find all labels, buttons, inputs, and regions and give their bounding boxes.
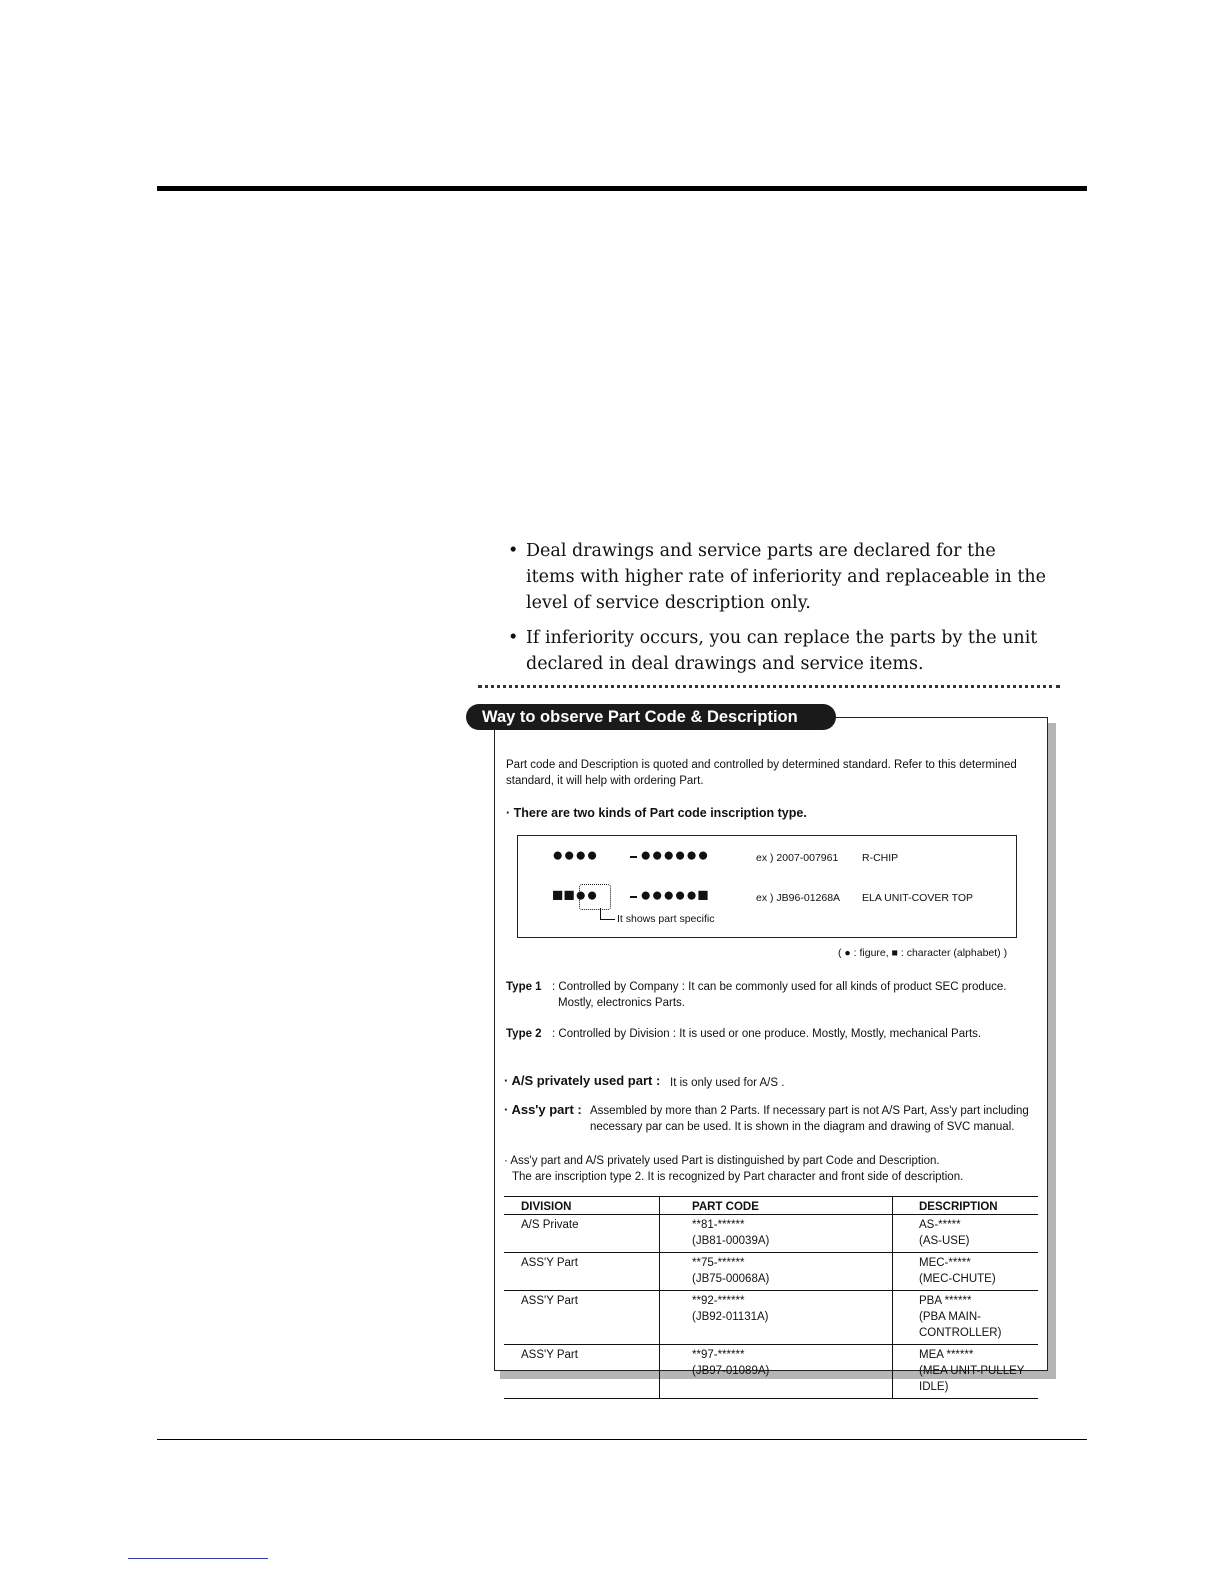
- example-description: ELA UNIT-COVER TOP: [862, 892, 974, 904]
- desc-example: (AS-USE): [919, 1235, 970, 1247]
- pattern-mixed-icon: ●●●●●■: [640, 885, 709, 906]
- footer-link-underline[interactable]: [128, 1558, 268, 1559]
- pattern-mixed-icon: ■■●●: [552, 885, 598, 906]
- code-pattern: **81-******: [692, 1219, 745, 1231]
- as-text: It is only used for A/S .: [670, 1077, 785, 1089]
- specific-note: It shows part specific: [617, 913, 715, 925]
- distinction-text: · Ass'y part and A/S privately used Part is distinguished by part Code and Description.: [504, 1155, 940, 1167]
- example-description: R-CHIP: [862, 852, 899, 864]
- kinds-heading: · There are two kinds of Part code inscription type.: [506, 806, 807, 820]
- cell-code: [660, 1345, 893, 1399]
- bullet-item: [508, 538, 1048, 616]
- distinction-text-cont: The are inscription type 2. It is recognized by Part character and front side of description.: [512, 1171, 964, 1183]
- pattern-figures-icon: ●●●●: [552, 845, 598, 866]
- code-pattern: **75-******: [692, 1257, 745, 1269]
- section-title: Way to observe Part Code & Description: [466, 704, 836, 730]
- code-example: (JB81-00039A): [692, 1235, 770, 1247]
- bullet-text: If inferiority occurs, you can replace the parts by the unit declared in deal drawings and service items.: [526, 628, 1038, 674]
- part-code-table: [504, 1196, 1038, 1399]
- pointer-bracket: [600, 908, 615, 920]
- type1-label: Type 1: [506, 981, 542, 993]
- table-header-row: [504, 1197, 1038, 1215]
- dotted-divider: [478, 685, 1060, 688]
- bullet-list: [508, 538, 1048, 686]
- code-example: (JB75-00068A): [692, 1273, 770, 1285]
- bullet-dot-icon: •: [508, 541, 519, 561]
- bullet-text: Deal drawings and service parts are declared for the items with higher rate of inferiority and replaceable in the level of service description only.: [526, 541, 1046, 613]
- cell-desc: [893, 1291, 1039, 1345]
- assy-label: · Ass'y part :: [504, 1102, 582, 1117]
- intro-text: Part code and Description is quoted and controlled by determined standard. Refer to this determined standard, it will help with ordering Part.: [506, 759, 1017, 787]
- type1-text: : Controlled by Company : It can be commonly used for all kinds of product SEC produce.: [552, 981, 1007, 993]
- code-pattern: **92-******: [692, 1295, 745, 1307]
- col-division: DIVISION: [504, 1197, 660, 1215]
- type2-text: : Controlled by Division : It is used or one produce. Mostly, Mostly, mechanical Parts.: [552, 1028, 982, 1040]
- code-example: (JB97-01089A): [692, 1365, 770, 1377]
- assy-text-cont: necessary par can be used. It is shown in the diagram and drawing of SVC manual.: [590, 1121, 1015, 1133]
- cell-code: [660, 1253, 893, 1291]
- pattern-figures-icon: ●●●●●●: [640, 845, 709, 866]
- bottom-rule: [157, 1439, 1087, 1440]
- cell-division: A/S Private: [504, 1215, 660, 1253]
- assy-text: Assembled by more than 2 Parts. If necessary part is not A/S Part, Ass'y part including: [590, 1105, 1029, 1117]
- table-row: [504, 1215, 1038, 1253]
- dash-separator: [630, 856, 637, 858]
- cell-code: [660, 1291, 893, 1345]
- desc-pattern: MEC-*****: [919, 1257, 971, 1269]
- bullet-item: [508, 625, 1048, 677]
- desc-example: (MEA UNIT-PULLEY IDLE): [919, 1365, 1025, 1393]
- desc-pattern: AS-*****: [919, 1219, 961, 1231]
- dash-separator: [630, 896, 637, 898]
- cell-division: ASS'Y Part: [504, 1291, 660, 1345]
- table-row: [504, 1291, 1038, 1345]
- table-row: [504, 1345, 1038, 1399]
- col-part-code: PART CODE: [660, 1197, 893, 1215]
- code-example: (JB92-01131A): [692, 1311, 769, 1323]
- bullet-dot-icon: •: [508, 628, 519, 648]
- as-label: · A/S privately used part :: [504, 1073, 661, 1088]
- top-rule: [157, 186, 1087, 191]
- example-code: ex ) JB96-01268A: [756, 892, 841, 904]
- cell-code: [660, 1215, 893, 1253]
- symbol-legend: ( ● : figure, ■ : character (alphabet) ): [838, 947, 1008, 959]
- example-code: ex ) 2007-007961: [756, 852, 839, 864]
- type2-label: Type 2: [506, 1028, 542, 1040]
- table-row: [504, 1253, 1038, 1291]
- specific-highlight: [579, 884, 611, 910]
- desc-pattern: MEA ******: [919, 1349, 974, 1361]
- cell-desc: [893, 1345, 1039, 1399]
- cell-desc: [893, 1253, 1039, 1291]
- desc-example: (PBA MAIN-CONTROLLER): [919, 1311, 1002, 1339]
- desc-pattern: PBA ******: [919, 1295, 972, 1307]
- code-pattern: **97-******: [692, 1349, 745, 1361]
- cell-division: ASS'Y Part: [504, 1253, 660, 1291]
- cell-division: ASS'Y Part: [504, 1345, 660, 1399]
- type1-text-cont: Mostly, electronics Parts.: [558, 997, 685, 1009]
- desc-example: (MEC-CHUTE): [919, 1273, 996, 1285]
- col-description: DESCRIPTION: [893, 1197, 1039, 1215]
- cell-desc: [893, 1215, 1039, 1253]
